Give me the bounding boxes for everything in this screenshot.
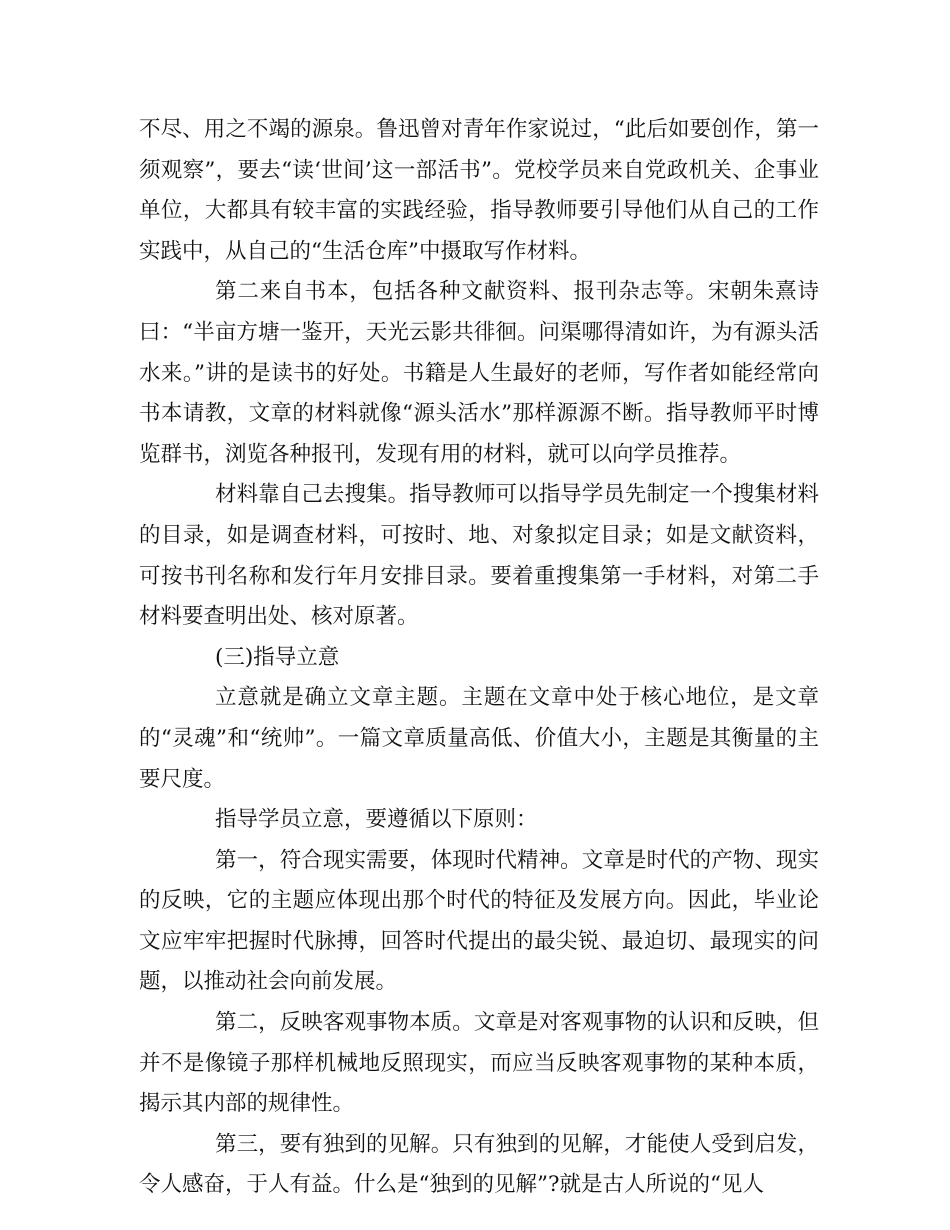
paragraph-8: 第二，反映客观事物本质。文章是对客观事物的认识和反映，但并不是像镜子那样机械地反照现实，而应当反映客观事物的某种本质，揭示其内部的规律性。 [139, 1010, 819, 1117]
document-body [139, 110, 819, 1206]
paragraph-7: 第一，符合现实需要，体现时代精神。文章是时代的产物、现实的反映，它的主题应体现出那个时代的特征及发展方向。因此，毕业论文应牢牢把握时代脉搏，回答时代提出的最尖锐、最迫切、最现实的问题，以推动社会向前发展。 [139, 847, 819, 995]
paragraph-5: 立意就是确立文章主题。主题在文章中处于核心地位，是文章的“灵魂”和“统帅”。一篇文章质量高低、价值大小，主题是其衡量的主要尺度。 [139, 685, 819, 792]
paragraph-1: 不尽、用之不竭的源泉。鲁迅曾对青年作家说过，“此后如要创作，第一须观察”，要去“读‘世间’这一部活书”。党校学员来自党政机关、企事业单位，大都具有较丰富的实践经验，指导教师要引导他们从自己的工作实践中，从自己的“生活仓库”中摄取写作材料。 [139, 117, 819, 264]
paragraph-2: 第二来自书本，包括各种文献资料、报刊杂志等。宋朝朱熹诗曰：“半亩方塘一鉴开，天光云影共徘徊。问渠哪得清如许，为有源头活水来。”讲的是读书的好处。书籍是人生最好的老师，写作者如能经常向书本请教，文章的材料就像“源头活水”那样源源不断。指导教师平时博览群书，浏览各种报刊，发现有用的材料，就可以向学员推荐。 [139, 279, 819, 467]
paragraph-9: 第三，要有独到的见解。只有独到的见解，才能使人受到启发，令人感奋，于人有益。什么是“独到的见解”?就是古人所说的“见人 [139, 1131, 819, 1198]
section-heading: (三)指导立意 [215, 644, 340, 670]
paragraph-3: 材料靠自己去搜集。指导教师可以指导学员先制定一个搜集材料的目录，如是调查材料，可按时、地、对象拟定目录；如是文献资料，可按书刊名称和发行年月安排目录。要着重搜集第一手材料，对第二手材料要查明出处、核对原著。 [139, 482, 819, 630]
paragraph-6: 指导学员立意，要遵循以下原则： [215, 807, 538, 833]
